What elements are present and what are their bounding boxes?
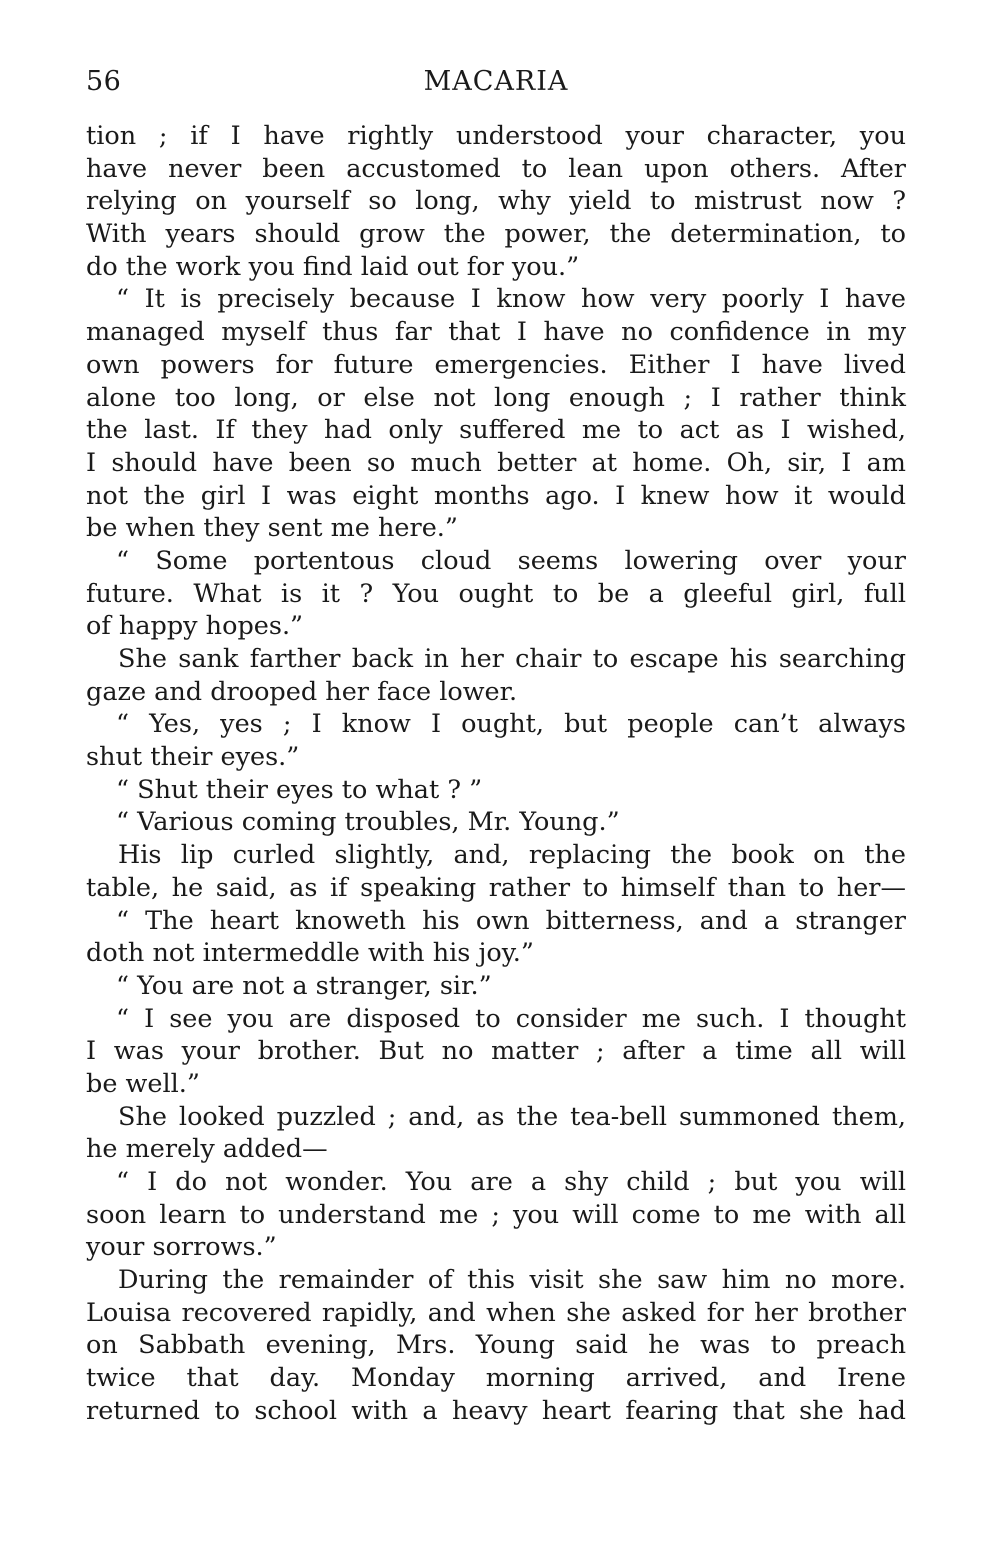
page-header [86, 66, 906, 110]
text-line: have never been accustomed to lean upon others. After [86, 153, 906, 184]
text-line: he merely added— [86, 1134, 328, 1165]
running-title: MACARIA [423, 66, 569, 97]
text-line: relying on yourself so long, why yield to mistrust now ? [86, 186, 906, 217]
text-line: “ Some portentous cloud seems lowering over your [116, 545, 906, 576]
text-line: tion ; if I have rightly understood your character, you [86, 121, 906, 151]
text-line: future. What is it ? You ought to be a gleeful girl, full [86, 578, 906, 609]
text-line: She sank farther back in her chair to escape his searching [118, 644, 906, 674]
text-line: shut their eyes.” [86, 742, 300, 773]
text-line: returned to school with a heavy heart fearing that she had [86, 1395, 906, 1426]
text-line: “ It is precisely because I know how very poorly I have [116, 284, 906, 315]
text-line: His lip curled slightly, and, replacing the book on the [118, 840, 906, 871]
text-line: “ Yes, yes ; I know I ought, but people can’t always [116, 709, 906, 740]
text-line: “ The heart knoweth his own bitterness, and a stranger [116, 905, 906, 936]
text-line: “ Various coming troubles, Mr. Young.” [116, 807, 620, 838]
body-text [86, 120, 906, 1428]
text-line: Louisa recovered rapidly, and when she asked for her brother [86, 1297, 906, 1328]
text-line: your sorrows.” [86, 1232, 277, 1263]
text-line: be when they sent me here.” [86, 513, 458, 544]
text-line: be well.” [86, 1068, 200, 1099]
text-line: alone too long, or else not long enough ; I rather think [86, 382, 906, 413]
text-line: gaze and drooped her face lower. [86, 676, 518, 707]
text-line: not the girl I was eight months ago. I knew how it would [86, 480, 906, 511]
text-line: soon learn to understand me ; you will come to me with all [86, 1199, 906, 1230]
text-line: own powers for future emergencies. Either I have lived [86, 349, 906, 380]
text-line: on Sabbath evening, Mrs. Young said he was to preach [86, 1330, 906, 1361]
text-line: I should have been so much better at home. Oh, sir, I am [86, 447, 906, 478]
text-line: “ Shut their eyes to what ? ” [116, 774, 483, 805]
text-line: “ I see you are disposed to consider me such. I thought [116, 1003, 906, 1034]
text-line: I was your brother. But no matter ; after a time all will [86, 1036, 906, 1067]
text-line: She looked puzzled ; and, as the tea-bell summoned them, [118, 1101, 906, 1132]
page-number: 56 [86, 66, 122, 97]
text-line: of happy hopes.” [86, 611, 304, 642]
text-line: “ I do not wonder. You are a shy child ; but you will [116, 1167, 906, 1197]
text-line: managed myself thus far that I have no confidence in my [86, 317, 906, 348]
text-line: do the work you find laid out for you.” [86, 251, 580, 282]
text-line: “ You are not a stranger, sir.” [116, 970, 492, 1001]
text-line: the last. If they had only suffered me to act as I wished, [86, 415, 906, 446]
text-line: doth not intermeddle with his joy.” [86, 938, 534, 969]
text-line: table, he said, as if speaking rather to himself than to her— [86, 872, 906, 903]
text-line: During the remainder of this visit she saw him no more. [118, 1265, 906, 1296]
text-line: twice that day. Monday morning arrived, and Irene [86, 1363, 906, 1394]
text-line: With years should grow the power, the determination, to [86, 219, 906, 250]
